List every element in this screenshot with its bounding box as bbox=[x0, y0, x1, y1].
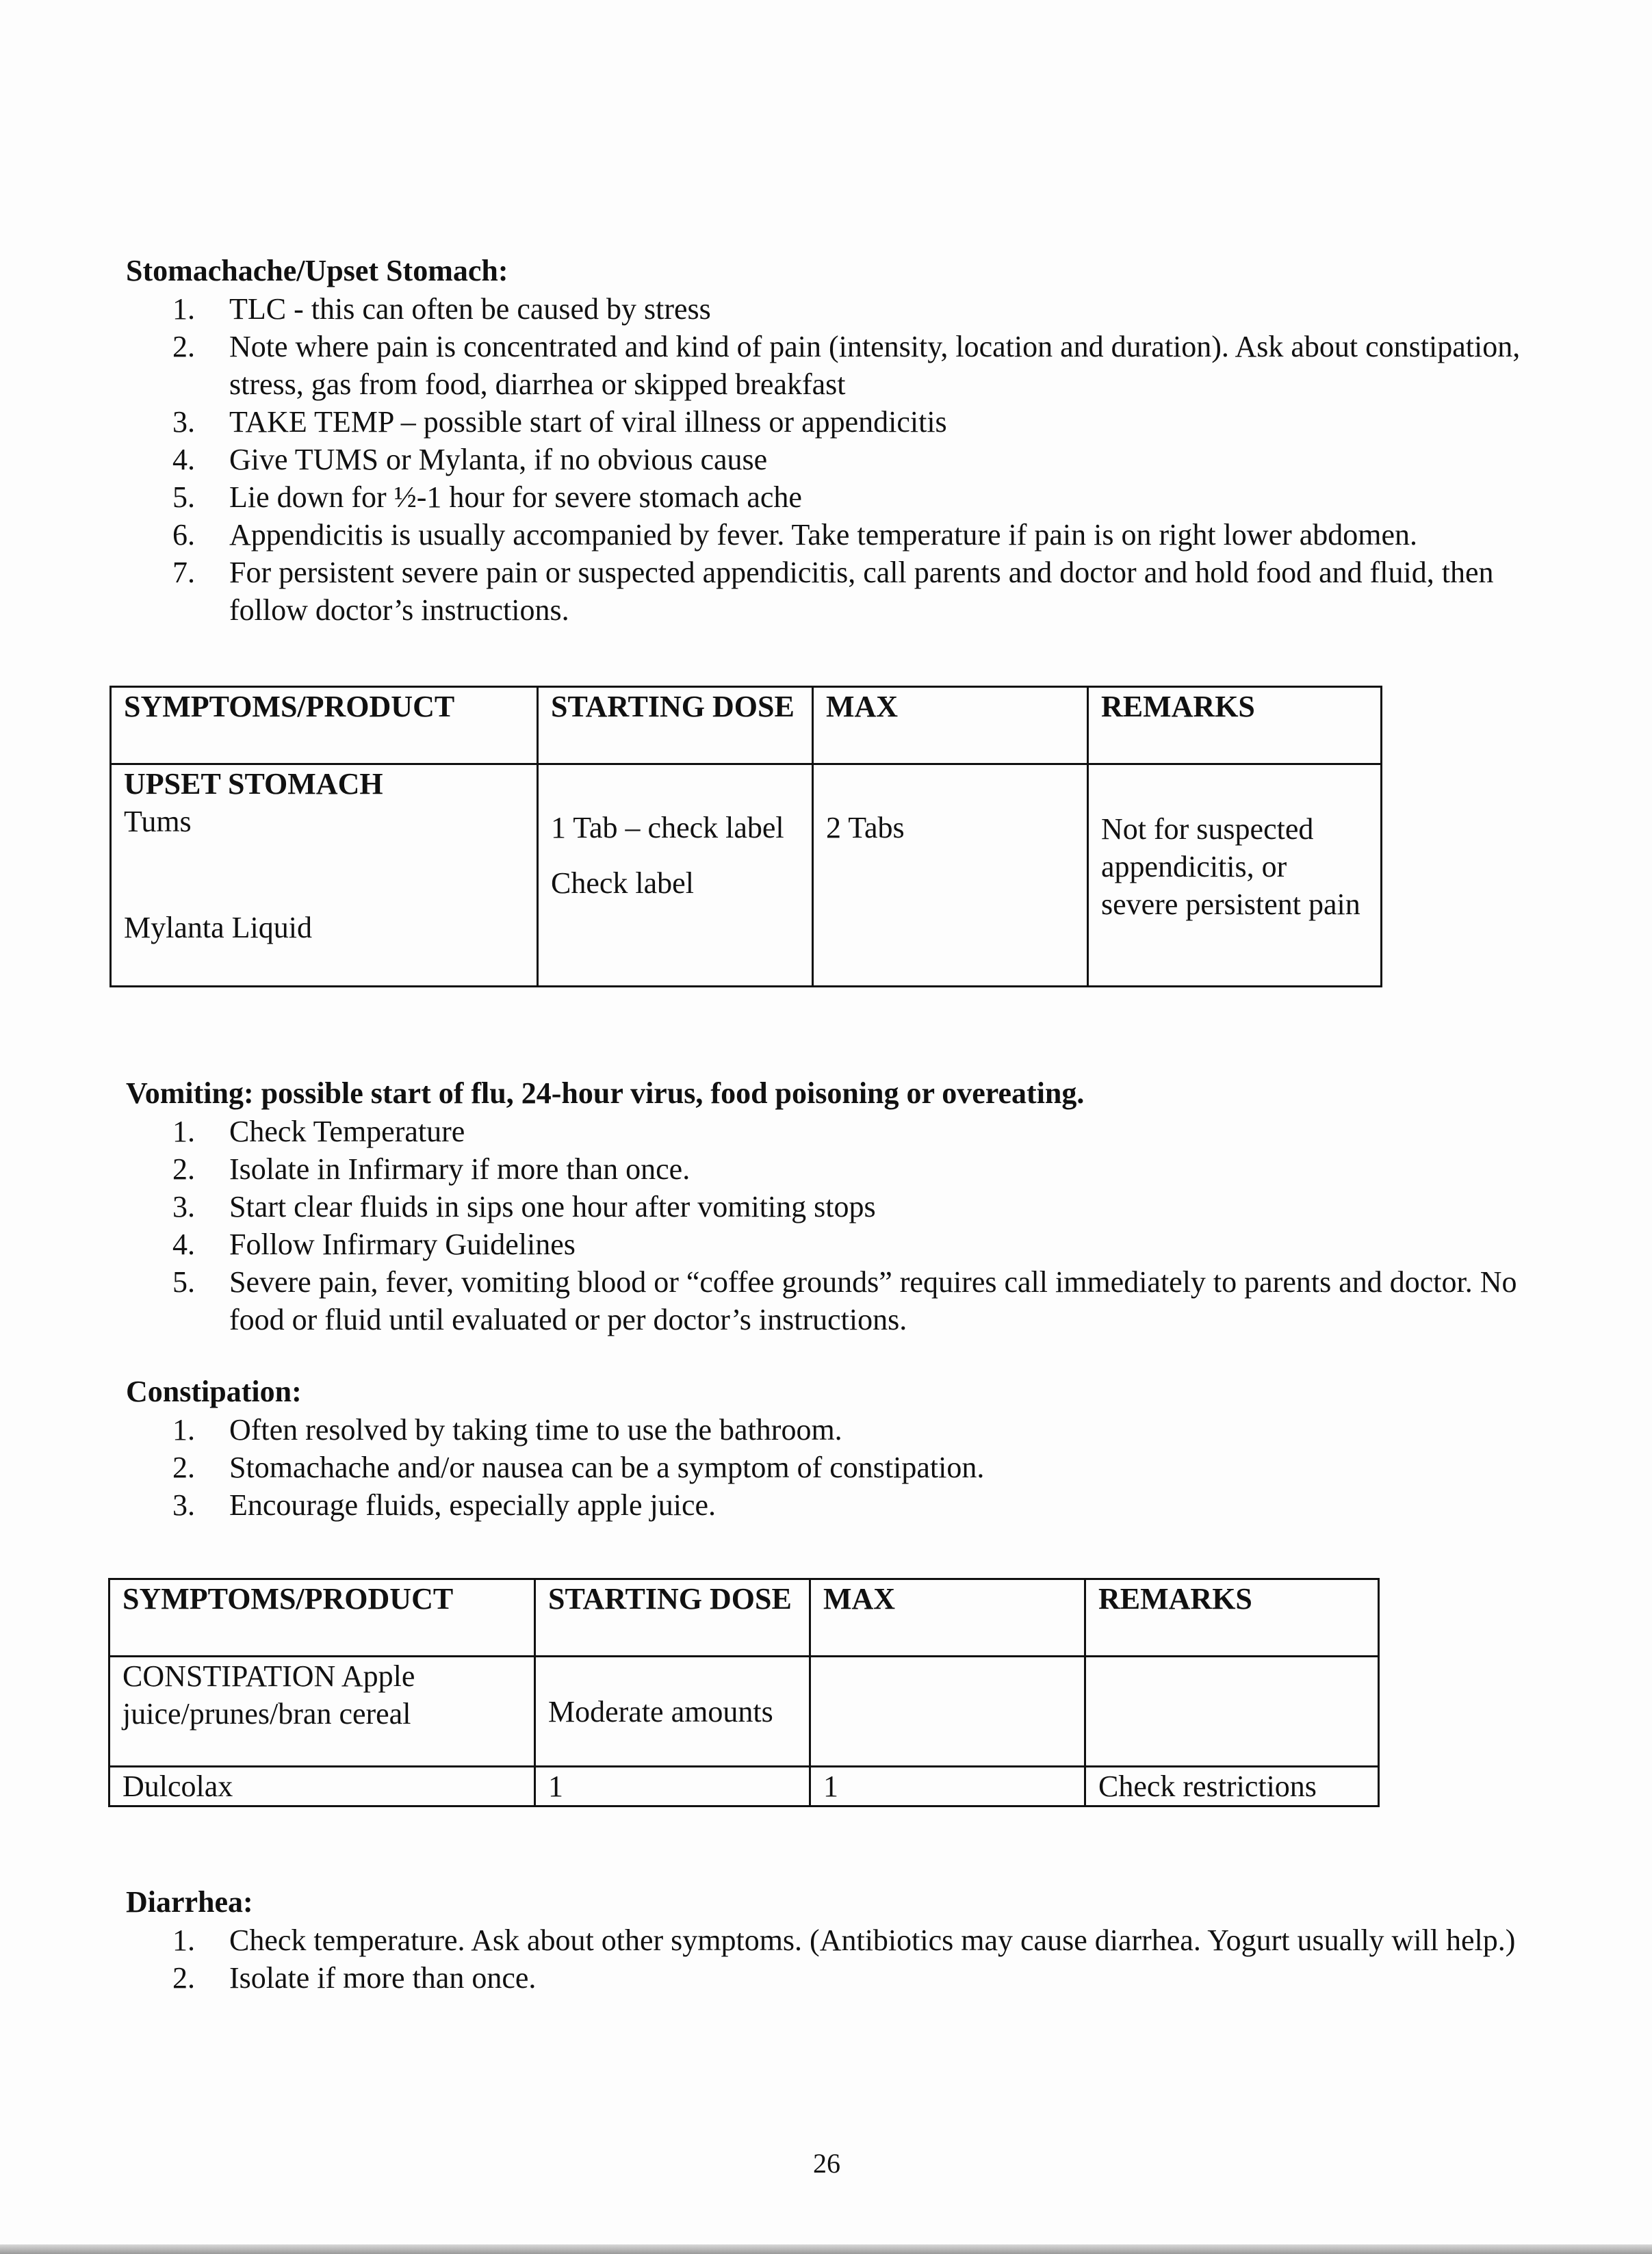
dose-value: Moderate amounts bbox=[548, 1695, 773, 1728]
list-text: Follow Infirmary Guidelines bbox=[229, 1228, 576, 1261]
list-item bbox=[126, 554, 1536, 629]
list-text: Note where pain is concentrated and kind of pain (intensity, location and duration). Ask about constipation, stress, gas from food, diarrhea or skipped breakfast bbox=[229, 330, 1521, 401]
diarrhea-section bbox=[126, 1883, 1536, 1997]
constipation-section bbox=[126, 1373, 1536, 1524]
list-item bbox=[126, 1959, 1536, 1997]
list-item bbox=[126, 1150, 1536, 1188]
page-number: 26 bbox=[813, 2148, 840, 2179]
list-text: Isolate in Infirmary if more than once. bbox=[229, 1152, 691, 1186]
constipation-table bbox=[108, 1578, 1380, 1807]
list-number: 4. bbox=[172, 443, 195, 476]
list-number: 4. bbox=[172, 1228, 195, 1261]
table-row bbox=[109, 1657, 1379, 1767]
list-item bbox=[126, 1263, 1536, 1338]
table-cell bbox=[111, 764, 538, 987]
header-cell: MAX bbox=[813, 687, 1088, 764]
list-number: 1. bbox=[172, 292, 195, 326]
list-number: 2. bbox=[172, 1152, 195, 1186]
list-text: TLC - this can often be caused by stress bbox=[229, 292, 711, 326]
dose-value: Check label bbox=[551, 866, 694, 900]
list-text: Check temperature. Ask about other symptoms. (Antibiotics may cause diarrhea. Yogurt usually will help.) bbox=[229, 1923, 1516, 1957]
table-header-row bbox=[111, 687, 1382, 764]
table-row bbox=[111, 764, 1382, 987]
table-cell: 1 bbox=[810, 1767, 1085, 1806]
list-item bbox=[126, 1921, 1536, 1959]
list-text: Check Temperature bbox=[229, 1115, 465, 1148]
table-cell bbox=[810, 1657, 1085, 1767]
stomachache-steps bbox=[126, 290, 1536, 629]
list-text: Lie down for ½-1 hour for severe stomach ache bbox=[229, 480, 802, 514]
list-number: 1. bbox=[172, 1923, 195, 1957]
vomiting-section bbox=[126, 1074, 1536, 1338]
list-text: Appendicitis is usually accompanied by fever. Take temperature if pain is on right lower abdomen. bbox=[229, 518, 1418, 552]
list-item bbox=[126, 1113, 1536, 1150]
table-cell bbox=[538, 764, 813, 987]
list-item bbox=[126, 1449, 1536, 1486]
stomachache-section bbox=[126, 252, 1536, 629]
constipation-steps bbox=[126, 1411, 1536, 1524]
header-cell: SYMPTOMS/PRODUCT bbox=[111, 687, 538, 764]
list-item bbox=[126, 403, 1536, 441]
product-name: Mylanta Liquid bbox=[124, 911, 312, 944]
diarrhea-heading: Diarrhea: bbox=[126, 1885, 253, 1919]
product-name: Tums bbox=[124, 805, 192, 838]
list-item bbox=[126, 290, 1536, 328]
table-cell: Check restrictions bbox=[1085, 1767, 1379, 1806]
vomiting-heading: Vomiting: possible start of flu, 24-hour virus, food poisoning or overeating. bbox=[126, 1076, 1085, 1110]
list-text: For persistent severe pain or suspected appendicitis, call parents and doctor and hold food and fluid, then follow doctor’s instructions. bbox=[229, 556, 1494, 627]
header-cell: STARTING DOSE bbox=[538, 687, 813, 764]
list-number: 5. bbox=[172, 1265, 195, 1299]
list-text: Isolate if more than once. bbox=[229, 1961, 537, 1995]
list-number: 7. bbox=[172, 556, 195, 589]
list-number: 3. bbox=[172, 405, 195, 439]
list-item bbox=[126, 1188, 1536, 1226]
list-number: 1. bbox=[172, 1115, 195, 1148]
list-number: 6. bbox=[172, 518, 195, 552]
list-text: Severe pain, fever, vomiting blood or “coffee grounds” requires call immediately to parents and doctor. No food or fluid until evaluated or per doctor’s instructions. bbox=[229, 1265, 1517, 1336]
table-cell bbox=[813, 764, 1088, 987]
list-item bbox=[126, 1486, 1536, 1524]
table-cell bbox=[535, 1657, 810, 1767]
table-header-row bbox=[109, 1579, 1379, 1657]
header-cell: STARTING DOSE bbox=[535, 1579, 810, 1657]
constipation-heading: Constipation: bbox=[126, 1375, 302, 1408]
list-text: Give TUMS or Mylanta, if no obvious cause bbox=[229, 443, 768, 476]
list-item bbox=[126, 516, 1536, 554]
list-number: 2. bbox=[172, 1451, 195, 1484]
list-number: 2. bbox=[172, 330, 195, 363]
max-value: 2 Tabs bbox=[826, 811, 905, 844]
list-number: 3. bbox=[172, 1190, 195, 1223]
scan-edge-shadow bbox=[0, 2244, 1652, 2254]
header-cell: SYMPTOMS/PRODUCT bbox=[109, 1579, 535, 1657]
dose-value: 1 Tab – check label bbox=[551, 811, 784, 844]
remarks-value: Not for suspected appendicitis, or severe persistent pain bbox=[1101, 812, 1360, 921]
table-row bbox=[109, 1767, 1379, 1806]
table-cell: Dulcolax bbox=[109, 1767, 535, 1806]
table-cell bbox=[1088, 764, 1382, 987]
list-text: Stomachache and/or nausea can be a symptom of constipation. bbox=[229, 1451, 985, 1484]
table-cell: 1 bbox=[535, 1767, 810, 1806]
list-item bbox=[126, 478, 1536, 516]
stomachache-heading: Stomachache/Upset Stomach: bbox=[126, 254, 508, 287]
vomiting-steps bbox=[126, 1113, 1536, 1338]
list-text: TAKE TEMP – possible start of viral illness or appendicitis bbox=[229, 405, 947, 439]
list-number: 1. bbox=[172, 1413, 195, 1447]
list-text: Start clear fluids in sips one hour after vomiting stops bbox=[229, 1190, 876, 1223]
diarrhea-steps bbox=[126, 1921, 1536, 1997]
upset-stomach-table bbox=[109, 686, 1382, 987]
list-number: 3. bbox=[172, 1488, 195, 1522]
list-item bbox=[126, 328, 1536, 403]
header-cell: REMARKS bbox=[1085, 1579, 1379, 1657]
header-cell: MAX bbox=[810, 1579, 1085, 1657]
category-label: UPSET STOMACH bbox=[124, 767, 383, 801]
header-cell: REMARKS bbox=[1088, 687, 1382, 764]
list-item bbox=[126, 441, 1536, 478]
list-text: Encourage fluids, especially apple juice. bbox=[229, 1488, 717, 1522]
list-item bbox=[126, 1226, 1536, 1263]
list-number: 2. bbox=[172, 1961, 195, 1995]
table-cell: CONSTIPATION Apple juice/prunes/bran cereal bbox=[109, 1657, 535, 1767]
list-text: Often resolved by taking time to use the bathroom. bbox=[229, 1413, 842, 1447]
list-number: 5. bbox=[172, 480, 195, 514]
table-cell bbox=[1085, 1657, 1379, 1767]
list-item bbox=[126, 1411, 1536, 1449]
